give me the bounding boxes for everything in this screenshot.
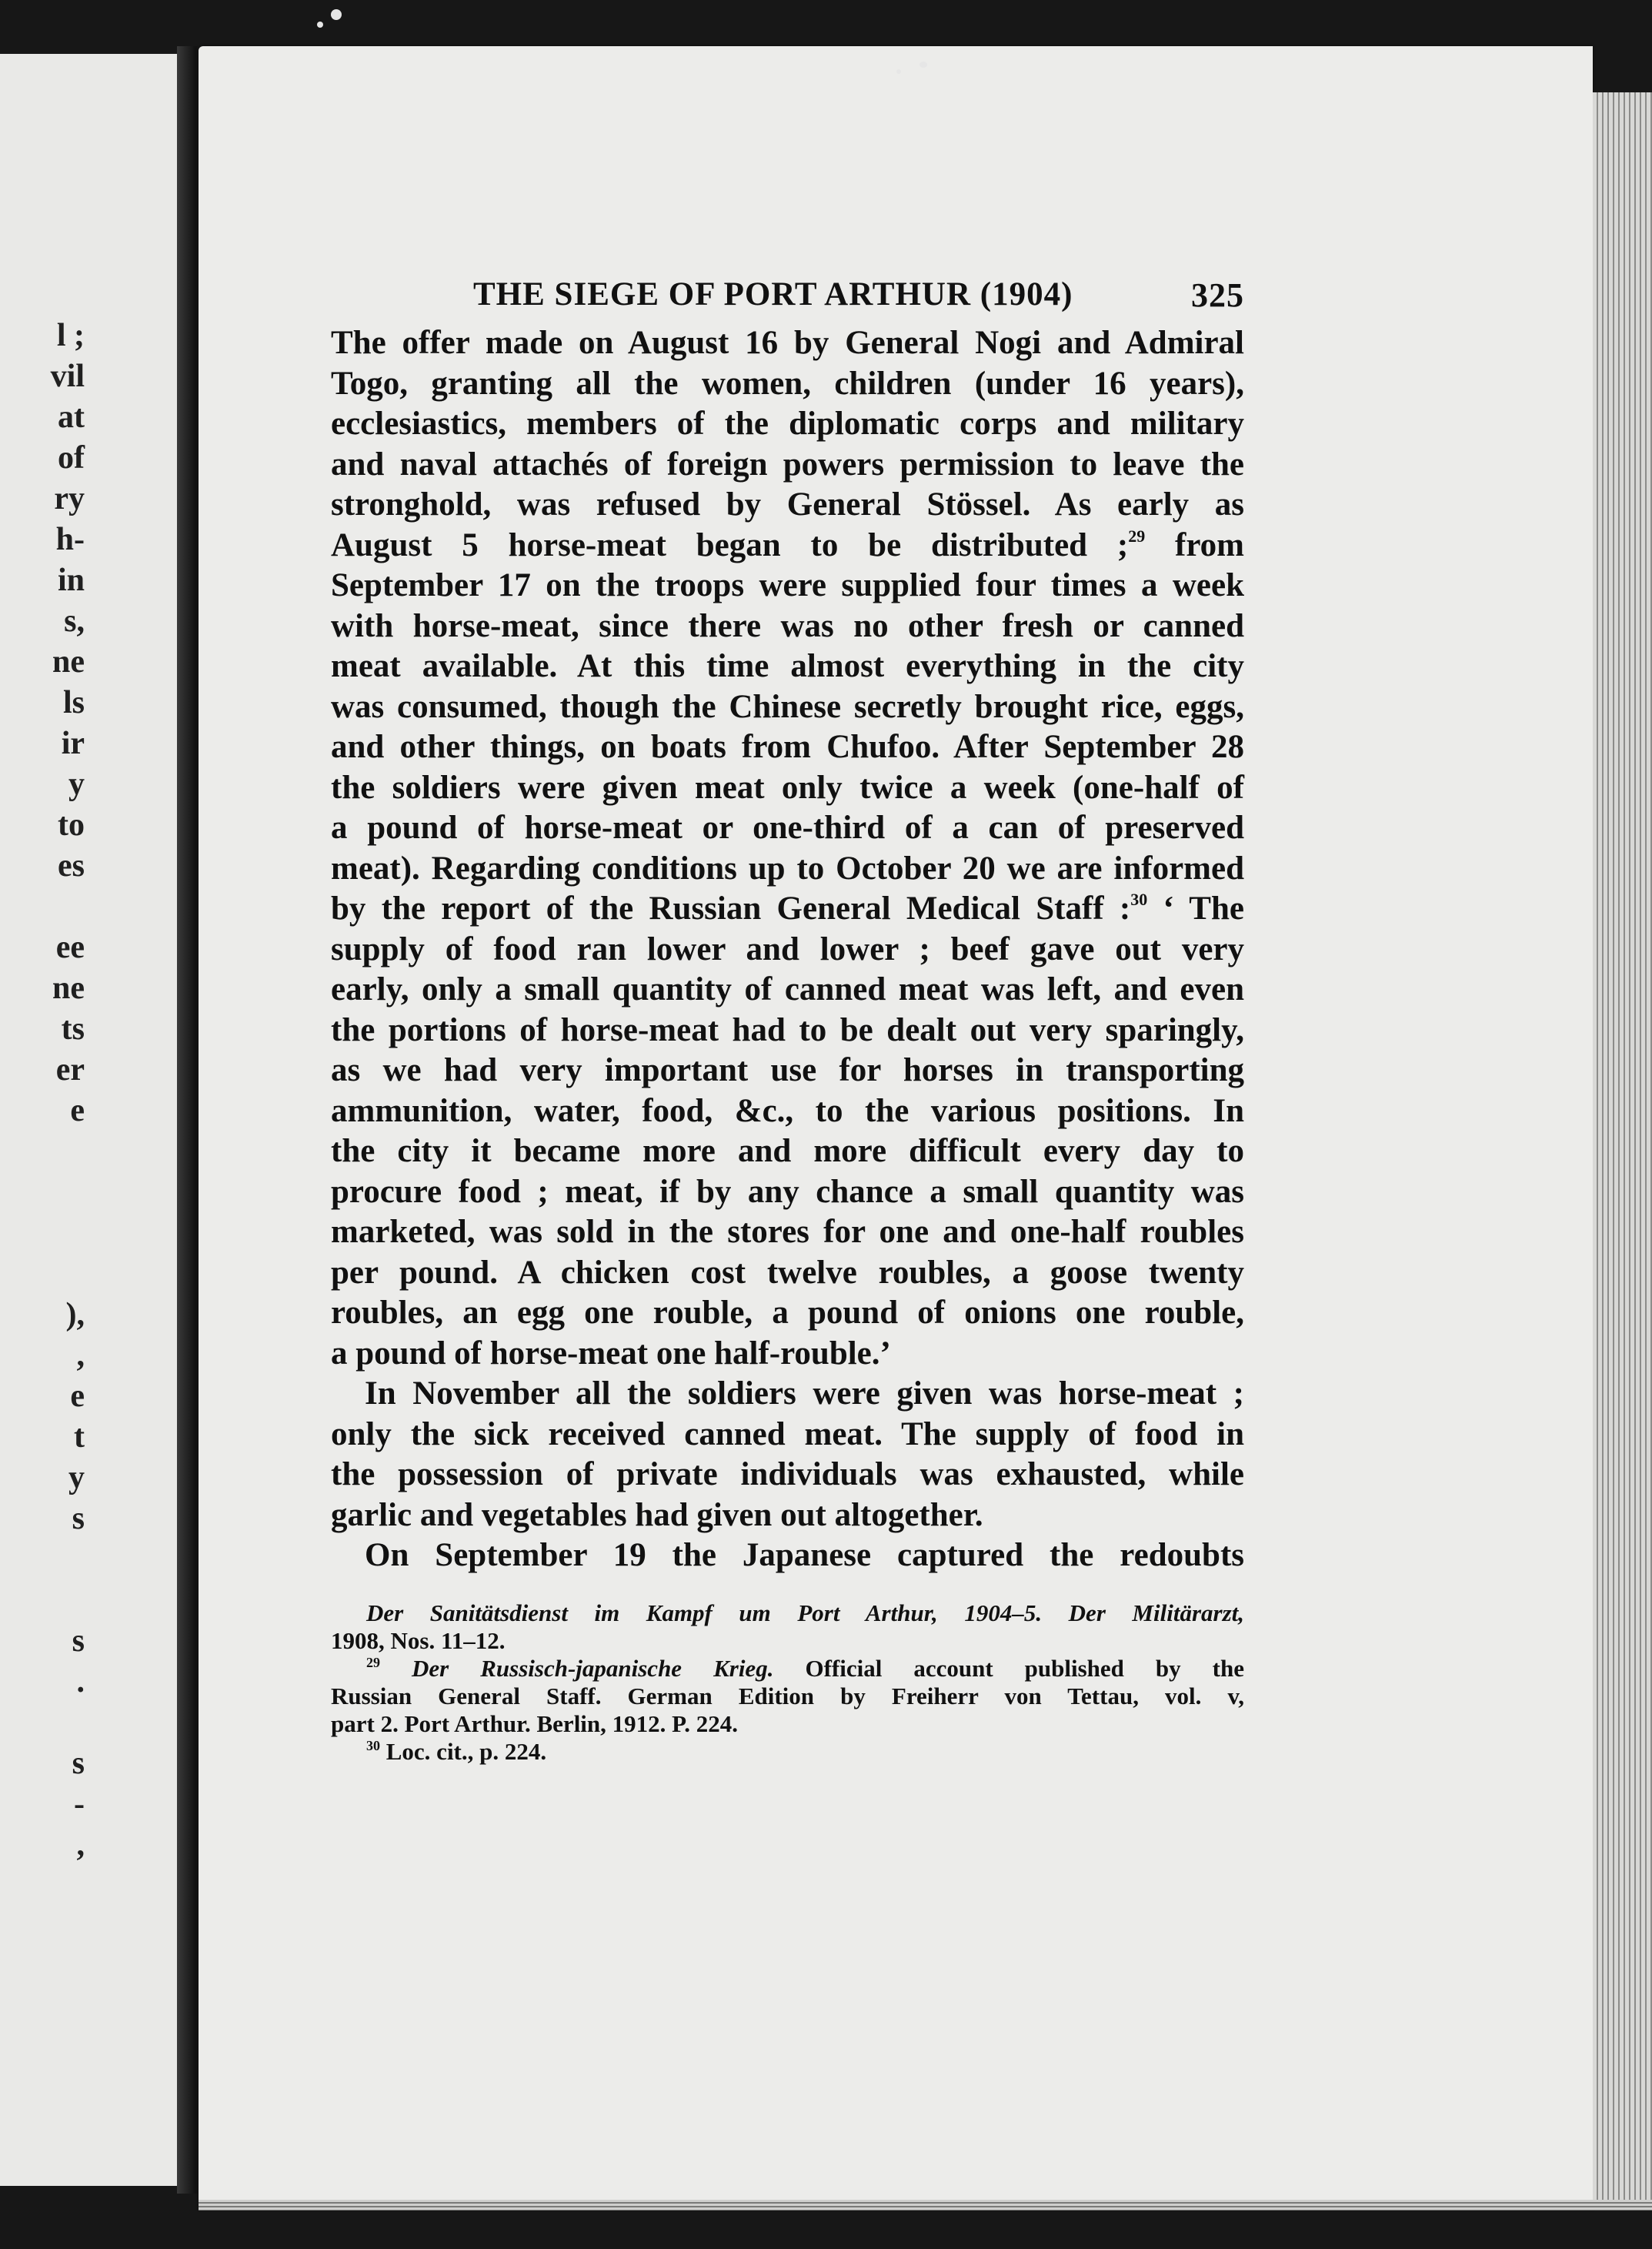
footnote-29 [331, 1655, 1244, 1738]
footnote-title: Der Russisch-japanische Krieg. [412, 1654, 774, 1682]
text-line: the portions of horse-meat had to be dealt out very sparingly, [331, 1011, 1244, 1048]
text-line: with horse-meat, since there was no other fresh or canned [331, 607, 1244, 644]
facing-page-fragment: in [57, 563, 85, 598]
facing-page-fragment: ne [52, 644, 85, 680]
text-line: the possession of private individuals was exhausted, while [331, 1456, 1244, 1492]
text-line: meat available. At this time almost everything in the city [331, 648, 1244, 684]
page-text-block [331, 262, 1244, 1766]
facing-page-gap [0, 1254, 85, 1295]
note-ref-30: 30 [1130, 890, 1148, 909]
footnotes [331, 1599, 1244, 1766]
text-line: marketed, was sold in the stores for one and one-half roubles [331, 1214, 1244, 1250]
paragraph-3 [331, 1536, 1244, 1576]
facing-page-fragment: t [74, 1419, 85, 1455]
facing-page-fragment: ry [54, 481, 85, 516]
footnote-28 [331, 1599, 1244, 1655]
text-line: a pound of horse-meat or one-third of a can of preserved [331, 810, 1244, 846]
text-line: Togo, granting all the women, children (under 16 years), [331, 365, 1244, 402]
running-head-title: THE SIEGE OF PORT ARTHUR (1904) [473, 276, 1073, 312]
footnote-line: part 2. Port Arthur. Berlin, 1912. P. 224. [331, 1709, 738, 1737]
facing-page-fragment: ts [61, 1011, 85, 1047]
facing-page-fragment: . [76, 1664, 85, 1699]
facing-page-fragment: s [72, 1623, 85, 1659]
facing-page-fragment: y [68, 1460, 85, 1495]
text-line: procure food ; meat, if by any chance a small quantity was [331, 1173, 1244, 1210]
facing-page-text-fragments [0, 316, 85, 1866]
text-line-with-note [331, 526, 1244, 566]
paragraph-2 [331, 1374, 1244, 1536]
body-text [331, 323, 1244, 1576]
facing-page-fragment: er [55, 1052, 85, 1088]
facing-page-fragment: e [70, 1093, 85, 1128]
text-line: roubles, an egg one rouble, a pound of onions one rouble, [331, 1295, 1244, 1331]
text-line: September 17 on the troops were supplied four times a week [331, 567, 1244, 603]
facing-page-fragment: s [72, 1501, 85, 1536]
facing-page-fragment: s, [64, 603, 85, 639]
facing-page-fragment: of [58, 440, 85, 476]
facing-page-fragment: s [72, 1746, 85, 1781]
facing-page-gap [0, 1131, 85, 1172]
text-line-part: August 5 horse-meat began to be distributed ; [331, 526, 1129, 563]
text-line: the city it became more and more difficult every day to [331, 1133, 1244, 1169]
facing-page-gap [0, 1213, 85, 1254]
text-line: ecclesiastics, members of the diplomatic corps and military [331, 406, 1244, 442]
text-line: The offer made on August 16 by General Nogi and Admiral [331, 325, 1244, 361]
note-ref-29: 29 [1128, 526, 1146, 546]
footnote-30 [331, 1738, 1244, 1766]
text-line-part: by the report of the Russian General Medical Staff : [331, 891, 1131, 927]
text-line: meat). Regarding conditions up to October 20 we are informed [331, 850, 1244, 887]
text-line: stronghold, was refused by General Stössel. As early as [331, 486, 1244, 523]
facing-page-gap [0, 1703, 85, 1743]
running-head [331, 262, 1244, 323]
footnote-line: Russian General Staff. German Edition by Freiherr von Tettau, vol. v, [331, 1682, 1244, 1709]
text-line-part: from [1175, 526, 1244, 563]
footnote-text: Official account published by the [805, 1654, 1245, 1682]
footnote-title: Der Sanitätsdienst im Kampf um Port Arthur, 1904–5. [366, 1599, 1043, 1626]
facing-page [0, 54, 192, 2186]
facing-page-fragment: to [58, 807, 85, 843]
text-line: ammunition, water, food, &c., to the various positions. In [331, 1092, 1244, 1129]
text-line: In November all the soldiers were given was horse-meat ; [365, 1375, 1244, 1412]
footnote-line [331, 1599, 1244, 1627]
text-line: and other things, on boats from Chufoo. After September 28 [331, 729, 1244, 765]
footnote-line [331, 1738, 1244, 1766]
facing-page-fragment: ee [55, 930, 85, 965]
text-line: supply of food ran lower and lower ; beef gave out very [331, 931, 1244, 967]
facing-page-fragment: ls [62, 685, 85, 720]
text-line-with-note [331, 889, 1244, 930]
page-number: 325 [1191, 276, 1244, 314]
facing-page-fragment: ), [65, 1297, 85, 1332]
text-line: only the sick received canned meat. The supply of food in [331, 1415, 1244, 1452]
facing-page-fragment: - [74, 1786, 85, 1822]
text-line: On September 19 the Japanese captured the redoubts [365, 1537, 1244, 1573]
page-edges [1593, 92, 1652, 2201]
facing-page-fragment: ir [61, 726, 85, 761]
footnote-text: Loc. cit., p. 224. [385, 1737, 547, 1765]
facing-page-gap [0, 1539, 85, 1580]
facing-page-fragment: at [58, 399, 85, 435]
facing-page-fragment: y [68, 767, 85, 802]
text-line: per pound. A chicken cost twelve roubles, a goose twenty [331, 1254, 1244, 1291]
page-bottom-edge [199, 2200, 1652, 2211]
facing-page-gap [0, 1580, 85, 1621]
facing-page-fragment: l ; [56, 318, 85, 353]
facing-page-fragment: e [70, 1378, 85, 1414]
text-line: early, only a small quantity of canned meat was left, and even [331, 971, 1244, 1008]
paragraph-1 [331, 323, 1244, 1374]
text-line: the soldiers were given meat only twice a week (one-half of [331, 769, 1244, 806]
facing-page-fragment: h- [55, 522, 85, 557]
text-line: was consumed, though the Chinese secretly brought rice, eggs, [331, 688, 1244, 725]
facing-page-fragment: vil [50, 359, 85, 394]
facing-page-fragment: es [58, 848, 85, 884]
facing-page-fragment: , [76, 1827, 85, 1863]
facing-page-gap [0, 1172, 85, 1213]
text-line: as we had very important use for horses in transporting [331, 1052, 1244, 1088]
footnote-mark: 29 [366, 1654, 380, 1670]
text-line: garlic and vegetables had given out altogether. [331, 1496, 983, 1533]
facing-page-fragment: , [76, 1338, 85, 1373]
footnote-journal: Der Militärarzt, [1068, 1599, 1245, 1626]
text-line: a pound of horse-meat one half-rouble.’ [331, 1335, 891, 1372]
facing-page-gap [0, 887, 85, 927]
footnote-line: 1908, Nos. 11–12. [331, 1626, 506, 1654]
text-line: and naval attachés of foreign powers permission to leave the [331, 446, 1244, 483]
footnote-mark: 30 [366, 1737, 380, 1753]
facing-page-fragment: ne [52, 971, 85, 1006]
text-line-part: ‘ The [1163, 891, 1244, 927]
footnote-line [331, 1655, 1244, 1683]
